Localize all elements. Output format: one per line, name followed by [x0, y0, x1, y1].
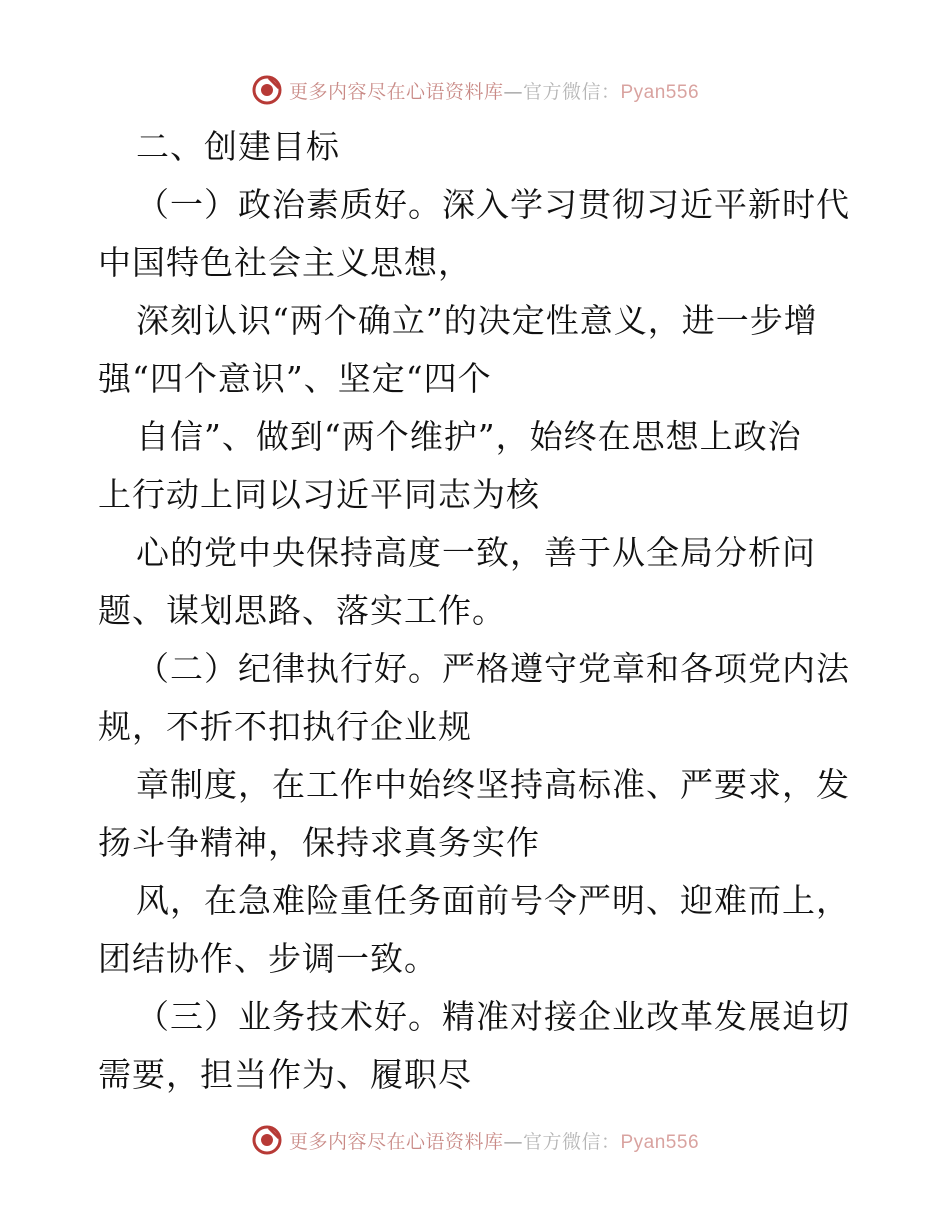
footer-banner-dash: — [503, 1130, 523, 1153]
paragraph-line: 需要，担当作为、履职尽 [98, 1055, 472, 1094]
logo-seal-icon [251, 1124, 283, 1156]
header-banner-dash: — [503, 80, 523, 103]
paragraph-line: （三）业务技术好。精准对接企业改革发展迫切 [136, 997, 850, 1036]
paragraph-line: （二）纪律执行好。严格遵守党章和各项党内法 [136, 649, 850, 688]
paragraph-line: 风，在急难险重任务面前号令严明、迎难而上， [136, 881, 850, 920]
logo-seal-icon [251, 74, 283, 106]
paragraph-line: 自信”、做到“两个维护”，始终在思想上政治 [136, 417, 802, 456]
paragraph-line: 上行动上同以习近平同志为核 [98, 475, 540, 514]
header-banner-text [289, 77, 699, 104]
paragraph-line: 扬斗争精神，保持求真务实作 [98, 823, 540, 862]
paragraph-line: 题、谋划思路、落实工作。 [98, 591, 506, 630]
footer-banner-label: 官方微信： [522, 1130, 621, 1153]
header-banner [0, 70, 950, 110]
footer-banner-text [289, 1127, 699, 1154]
header-banner-id: Pyan556 [620, 81, 700, 103]
paragraph-line: 深刻认识“两个确立”的决定性意义，进一步增 [136, 301, 818, 340]
footer-banner [0, 1120, 950, 1160]
paragraph-line: 规，不折不扣执行企业规 [98, 707, 472, 746]
section-heading: 二、创建目标 [136, 127, 340, 166]
paragraph-line: 中国特色社会主义思想， [98, 243, 472, 282]
footer-banner-title: 更多内容尽在心语资料库 [288, 1130, 504, 1153]
header-banner-label: 官方微信： [522, 80, 621, 103]
paragraph-line: 章制度，在工作中始终坚持高标准、严要求，发 [136, 765, 850, 804]
paragraph-line: （一）政治素质好。深入学习贯彻习近平新时代 [136, 185, 850, 224]
paragraph-line: 心的党中央保持高度一致，善于从全局分析问 [136, 533, 816, 572]
paragraph-line: 团结协作、步调一致。 [98, 939, 438, 978]
footer-banner-id: Pyan556 [620, 1131, 700, 1153]
header-banner-title: 更多内容尽在心语资料库 [288, 80, 504, 103]
document-body [98, 118, 858, 1104]
paragraph-line: 强“四个意识”、坚定“四个 [98, 359, 492, 398]
